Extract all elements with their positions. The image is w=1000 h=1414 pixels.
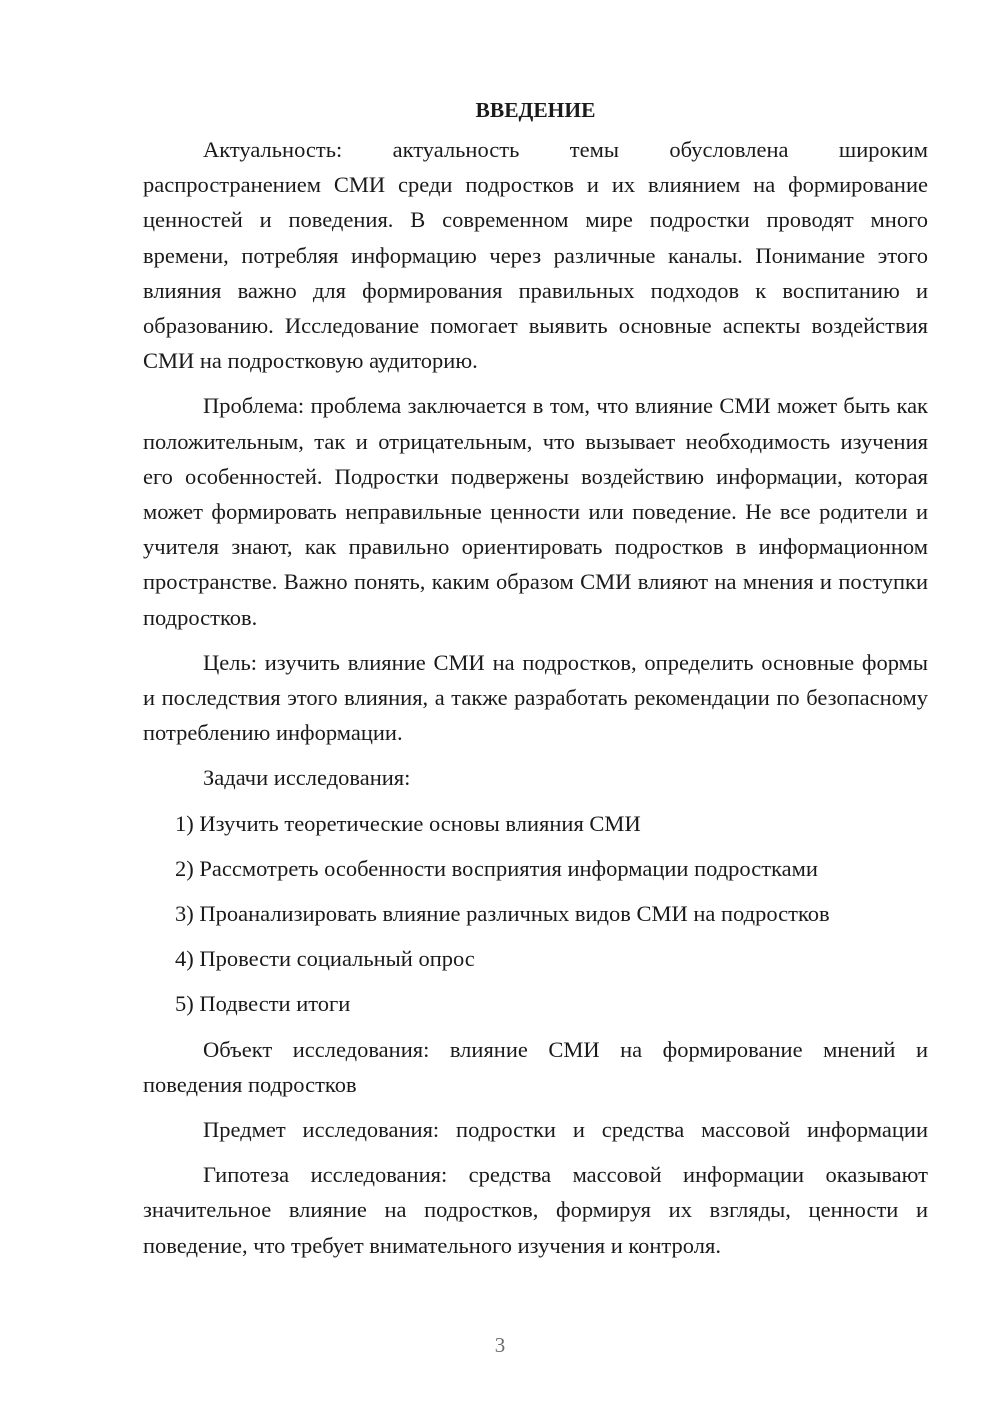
task-item: 5) Подвести итоги <box>175 991 351 1017</box>
paragraph-object: Объект исследования: влияние СМИ на формирование мнений и поведения подростков <box>143 1036 928 1097</box>
paragraph-relevance: Актуальность: актуальность темы обусловлена широким распространением СМИ среди подростков и их влиянием на формирование ценностей и поведения. В современном мире подростки проводят много времени, потребляя информацию через различные каналы. Понимание этого влияния важно для формирования правильных подходов к воспитанию и образованию. Исследование помогает выявить основные аспекты воздействия СМИ на подростковую аудиторию. <box>143 137 928 374</box>
paragraph-problem: Проблема: проблема заключается в том, что влияние СМИ может быть как положительным, так и отрицательным, что вызывает необходимость изучения его особенностей. Подростки подвержены воздействию информации, которая может формировать неправильные ценности или поведение. Не все родители и учителя знают, как правильно ориентировать подростков в информационном пространстве. Важно понять, каким образом СМИ влияют на мнения и поступки подростков. <box>143 393 928 630</box>
task-item: 4) Провести социальный опрос <box>175 946 475 972</box>
page-number: 3 <box>494 1333 506 1357</box>
task-item: 1) Изучить теоретические основы влияния СМИ <box>175 810 641 836</box>
document-page <box>143 92 928 1273</box>
task-list <box>143 806 928 1022</box>
task-item: 3) Проанализировать влияние различных видов СМИ на подростков <box>175 901 830 927</box>
page-title: ВВЕДЕНИЕ <box>475 98 596 122</box>
paragraph-hypothesis: Гипотеза исследования: средства массовой информации оказывают значительное влияние на подростков, формируя их взгляды, ценности и поведение, что требует внимательного изучения и контроля. <box>143 1162 928 1258</box>
tasks-heading: Задачи исследования: <box>203 765 411 791</box>
paragraph-subject: Предмет исследования: подростки и средства массовой информации <box>203 1117 928 1143</box>
task-item: 2) Рассмотреть особенности восприятия информации подростками <box>175 855 818 881</box>
paragraph-goal: Цель: изучить влияние СМИ на подростков, определить основные формы и последствия этого влияния, а также разработать рекомендации по безопасному потреблению информации. <box>143 649 928 746</box>
